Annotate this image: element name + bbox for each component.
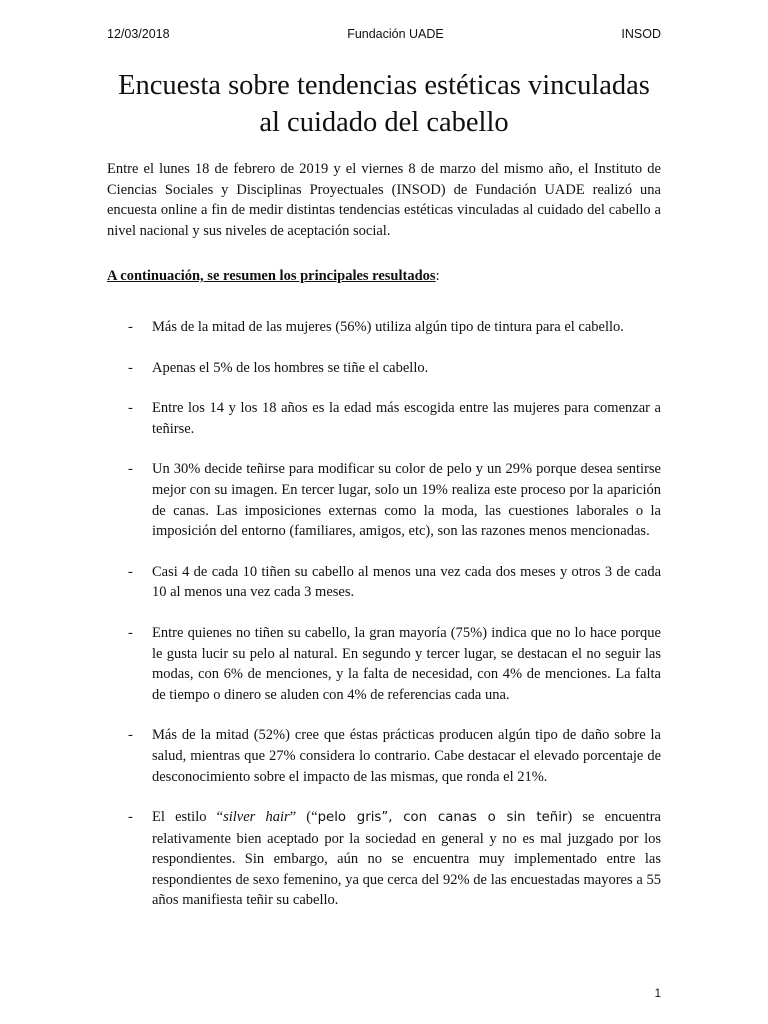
list-item (107, 317, 661, 338)
list-item (107, 807, 661, 911)
bullet-marker: - (128, 809, 133, 826)
bullet-marker: - (128, 319, 133, 335)
results-subheading (107, 266, 661, 286)
bullet-marker: - (128, 400, 133, 417)
list-item (107, 562, 661, 603)
list-item-text: Más de la mitad de las mujeres (56%) utiliza algún tipo de tintura para el cabello. (152, 319, 624, 335)
bullet-marker: - (128, 563, 133, 580)
bullet-marker: - (128, 727, 133, 744)
list-item (107, 623, 661, 705)
list-item (107, 358, 661, 379)
title-line-1: Encuesta sobre tendencias estéticas vinculadas (118, 70, 650, 101)
last-bullet-middle: ” (“ (289, 809, 318, 826)
last-bullet-sans-phrase: pelo gris”, con canas o sin teñir (317, 810, 568, 826)
last-bullet-prefix: El estilo “ (152, 809, 224, 826)
list-item (107, 459, 661, 541)
page-header (107, 27, 661, 41)
last-bullet-italic-term: silver hair (223, 809, 290, 826)
list-item-text: Casi 4 de cada 10 tiñen su cabello al menos una vez cada dos meses y otros 3 de cada 10 al menos una vez cada 3 meses. (152, 563, 661, 601)
page-number: 1 (654, 988, 661, 1000)
header-organization: Fundación UADE (347, 27, 444, 41)
list-item-text: Apenas el 5% de los hombres se tiñe el cabello. (152, 359, 429, 376)
document-title (100, 67, 668, 141)
intro-paragraph: Entre el lunes 18 de febrero de 2019 y el viernes 8 de marzo del mismo año, el Instituto de Ciencias Sociales y Disciplinas Proyectuales (INSOD) de Fundación UADE realizó una encuesta online a fin de medir distintas tendencias estéticas vinculadas al cuidado del cabello a nivel nacional y sus niveles de aceptación social. (107, 161, 661, 239)
bullet-marker: - (128, 359, 133, 376)
bullet-marker: - (128, 624, 133, 641)
list-item-text: Un 30% decide teñirse para modificar su color de pelo y un 29% porque desea sentirse mejor con su imagen. En tercer lugar, solo un 19% realiza este proceso por la aparición de canas. Las imposiciones externas como la moda, las cuestiones laborales o la imposición del entorno (familiares, amigos, etc), son las razones menos mencionadas. (152, 461, 661, 540)
header-date: 12/03/2018 (107, 27, 170, 41)
list-item-text: Entre quienes no tiñen su cabello, la gran mayoría (75%) indica que no lo hace porque le gusta lucir su pelo al natural. En segundo y tercer lugar, se destacan el no seguir las modas, con 6% de menciones, y la falta de necesidad, con 4% de menciones. La falta de tiempo o dinero se aluden con 4% de referencias cada una. (152, 624, 661, 703)
bullet-marker: - (128, 461, 133, 478)
list-item-text: Entre los 14 y los 18 años es la edad más escogida entre las mujeres para comenzar a teñirse. (152, 400, 661, 437)
list-item-text: Más de la mitad (52%) cree que éstas prácticas producen algún tipo de daño sobre la salud, mientras que 27% considera lo contrario. Cabe destacar el elevado porcentaje de desconocimiento sobre el impacto de las mismas, que ronda el 21%. (152, 727, 661, 785)
header-institute: INSOD (621, 27, 661, 41)
results-subheading-text: A continuación, se resumen los principales resultados (107, 268, 436, 284)
list-item-text (152, 809, 661, 908)
title-line-2: al cuidado del cabello (259, 107, 509, 138)
list-item (107, 725, 661, 787)
list-item (107, 398, 661, 439)
results-subheading-suffix: : (435, 268, 440, 284)
last-bullet-rest: ) se encuentra relativamente bien aceptado por la sociedad en general y no es mal juzgado por los respondientes. Sin embargo, aún no se encuentra muy implementado entre las respondientes de sexo femenino, ya que cerca del 92% de las encuestadas mayores a 55 años manifiesta teñir su cabello. (152, 809, 661, 909)
results-list (107, 317, 661, 931)
